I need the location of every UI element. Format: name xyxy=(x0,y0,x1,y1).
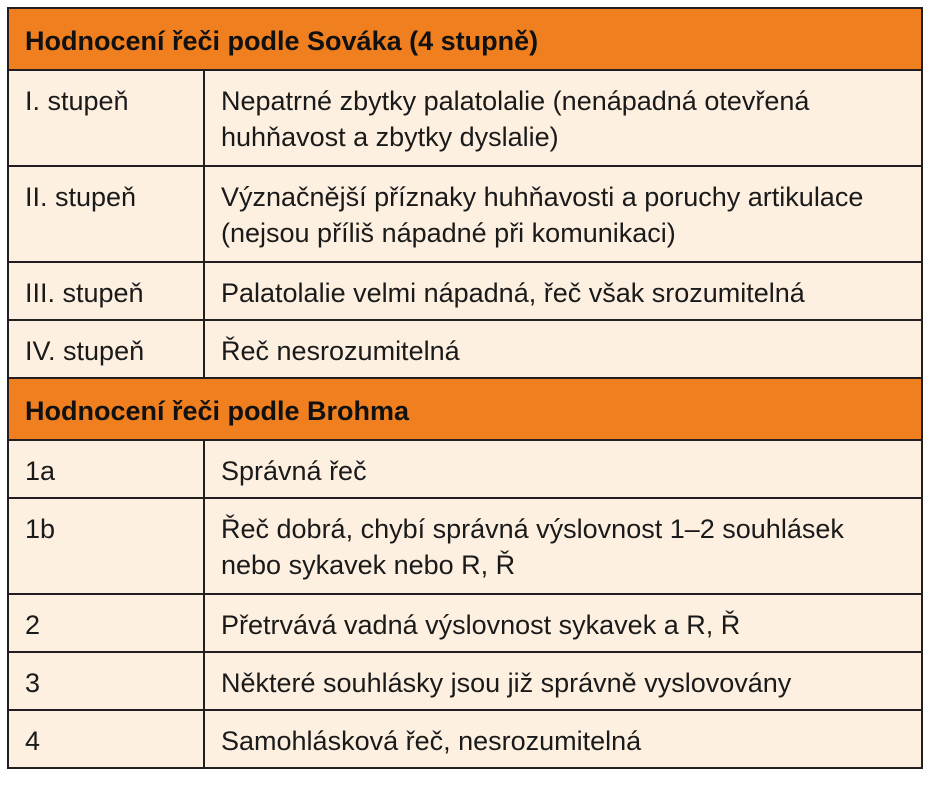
table-row xyxy=(8,440,922,498)
section-title-brohm: Hodnocení řeči podle Brohma xyxy=(8,378,922,440)
description-cell: Řeč nesrozumitelná xyxy=(204,320,922,378)
grade-cell: 3 xyxy=(8,652,204,710)
description-cell: Palatolalie velmi nápadná, řeč však srozumitelná xyxy=(204,262,922,320)
description-cell: Význačnější příznaky huhňavosti a poruchy artikulace (nejsou příliš nápadné při komunikaci) xyxy=(204,166,922,262)
description-cell: Některé souhlásky jsou již správně vyslovovány xyxy=(204,652,922,710)
table-row xyxy=(8,594,922,652)
table-row xyxy=(8,166,922,262)
grade-cell: 1a xyxy=(8,440,204,498)
description-cell: Řeč dobrá, chybí správná výslovnost 1–2 souhlásek nebo sykavek nebo R, Ř xyxy=(204,498,922,594)
description-cell: Správná řeč xyxy=(204,440,922,498)
table-row xyxy=(8,262,922,320)
table-row xyxy=(8,320,922,378)
grade-cell: IV. stupeň xyxy=(8,320,204,378)
table-row xyxy=(8,710,922,768)
grade-cell: I. stupeň xyxy=(8,70,204,166)
description-cell: Přetrvává vadná výslovnost sykavek a R, Ř xyxy=(204,594,922,652)
grade-cell: 2 xyxy=(8,594,204,652)
section-header-sovak xyxy=(8,8,922,70)
grade-cell: III. stupeň xyxy=(8,262,204,320)
grade-cell: 4 xyxy=(8,710,204,768)
table-row xyxy=(8,498,922,594)
grade-cell: II. stupeň xyxy=(8,166,204,262)
grade-cell: 1b xyxy=(8,498,204,594)
description-cell: Nepatrné zbytky palatolalie (nenápadná otevřená huhňavost a zbytky dyslalie) xyxy=(204,70,922,166)
table-row xyxy=(8,70,922,166)
description-cell: Samohlásková řeč, nesrozumitelná xyxy=(204,710,922,768)
speech-evaluation-table xyxy=(7,7,923,769)
section-title-sovak: Hodnocení řeči podle Sováka (4 stupně) xyxy=(8,8,922,70)
table-row xyxy=(8,652,922,710)
section-header-brohm xyxy=(8,378,922,440)
